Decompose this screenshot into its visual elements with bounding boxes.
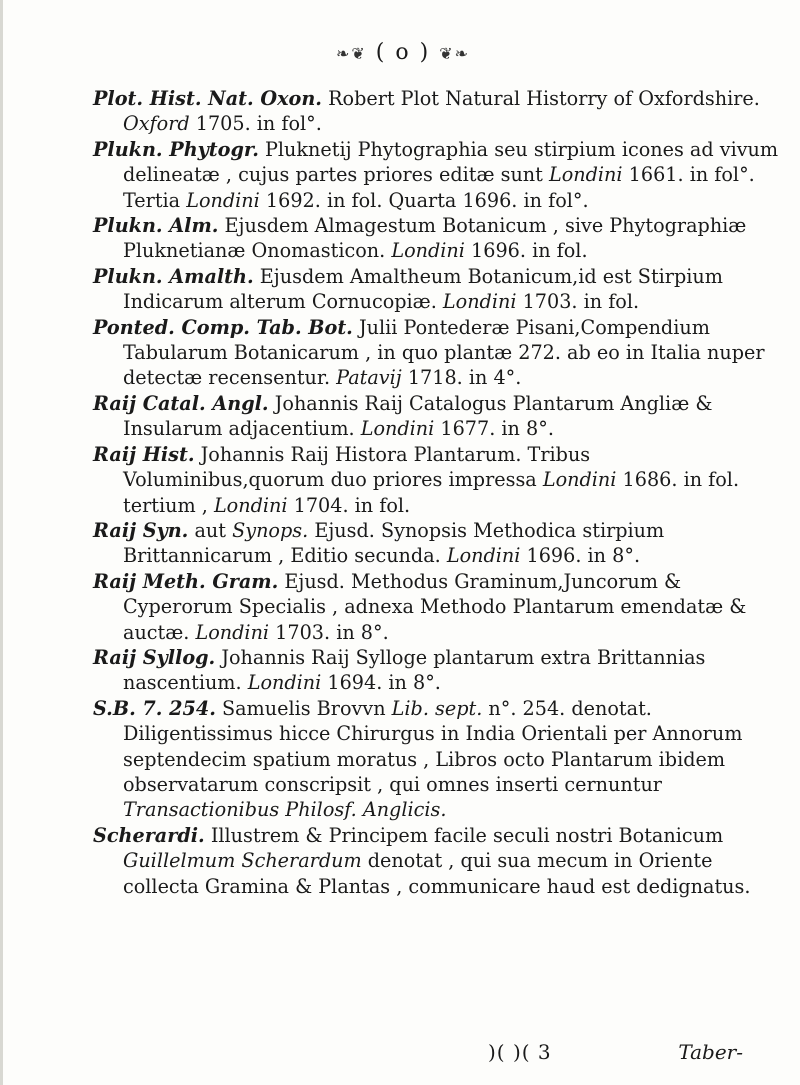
entry-text: 1692. in fol. Quarta 1696. in fol°. xyxy=(259,188,589,212)
ornament-right: ❦❧ xyxy=(439,44,471,63)
bibliography-entry xyxy=(93,391,783,442)
entry-text: n°. 254. denotat. Diligentissimus hicce Chirurgus in India Orientali per Annorum septendecim spatium moratus , Libros octo Plantarum ibidem observatarum conscripsit , qui omnes inserti cernuntur xyxy=(123,696,743,796)
entry-italic-text: Londini xyxy=(247,671,322,695)
entry-italic-text: Londini xyxy=(186,188,260,212)
entry-text: Illustrem & Principem facile seculi nostri Botanicum xyxy=(204,823,724,847)
entry-abbreviation: Raij Hist. xyxy=(93,442,195,466)
entry-text: 1696. in 8°. xyxy=(520,544,641,568)
entry-italic-text: Londini xyxy=(195,620,270,644)
entry-italic-text: Guillelmum Scherardum xyxy=(123,849,362,873)
entry-text: Ejusdem Amaltheum Botanicum,id est Stirpium Indicarum alterum Cornucopiæ. xyxy=(123,264,723,314)
entry-text: Pluknetij Phytographia seu stirpium icones ad vivum delineatæ , cujus partes priores editæ sunt xyxy=(123,137,779,187)
entry-abbreviation: Plot. Hist. Nat. Oxon. xyxy=(93,87,322,110)
entry-text: 1661. in fol°. Tertia xyxy=(123,163,755,212)
entry-text: Johannis Raij Catalogus Plantarum Angliæ & Insularum adjacentium. xyxy=(123,391,713,441)
bibliography-entry xyxy=(93,696,783,823)
entry-text: Samuelis Brovvn xyxy=(215,696,392,720)
bibliography-entry xyxy=(93,442,783,518)
page-header xyxy=(3,40,800,65)
entry-italic-text: Londini xyxy=(360,417,435,441)
bibliography-list xyxy=(93,86,783,899)
entry-text: denotat , qui sua mecum in Oriente collecta Gramina & Plantas , communicare haud est dedignatus. xyxy=(123,849,751,898)
entry-text: 1696. in fol. xyxy=(464,239,588,263)
entry-text: 1705. in fol°. xyxy=(189,112,322,136)
entry-text: 1704. in fol. xyxy=(287,493,411,517)
entry-italic-text: Londini xyxy=(391,239,465,263)
entry-italic-text: Patavij xyxy=(336,366,402,390)
entry-text: Johannis Raij Histora Plantarum. Tribus Voluminibus,quorum duo priores impressa xyxy=(123,442,591,492)
entry-italic-text: Lib. sept. xyxy=(391,696,483,720)
bibliography-entry xyxy=(93,264,783,315)
entry-italic-text: Transactionibus Philosf. Anglicis. xyxy=(123,798,447,822)
entry-text: Ejusd. Methodus Graminum,Juncorum & Cyperorum Specialis , adnexa Methodo Plantarum emendatæ & auctæ. xyxy=(123,569,747,644)
entry-text: Robert Plot Natural Historry of Oxfordshire. xyxy=(321,87,760,110)
entry-text: 1677. in 8°. xyxy=(434,417,554,441)
entry-text: Ejusdem Almagestum Botanicum , sive Phytographiæ Pluknetianæ Onomasticon. xyxy=(123,214,747,263)
entry-italic-text: Londini xyxy=(548,163,623,187)
bibliography-entry xyxy=(93,213,783,264)
entry-text: 1686. in fol. tertium , xyxy=(123,468,740,517)
entry-abbreviation: S.B. 7. 254. xyxy=(93,696,216,720)
entry-text: Julii Pontederæ Pisani,Compendium Tabularum Botanicarum , in quo plantæ 272. ab eo in Italia nuper detectæ recensentur. xyxy=(123,315,765,390)
ornament-left: ❧❦ xyxy=(335,44,367,63)
entry-text: aut xyxy=(188,518,233,542)
entry-abbreviation: Scherardi. xyxy=(93,823,205,847)
bibliography-entry xyxy=(93,86,783,137)
entry-text: Johannis Raij Sylloge plantarum extra Brittannias nascentium. xyxy=(123,645,706,695)
entry-abbreviation: Raij Syllog. xyxy=(93,645,216,669)
entry-italic-text: Synops. xyxy=(232,518,309,542)
bibliography-entry xyxy=(93,569,783,645)
signature-mark: )( )( 3 xyxy=(488,1040,552,1064)
page-number: ( o ) xyxy=(375,40,431,65)
entry-text: 1694. in 8°. xyxy=(321,671,441,695)
entry-text: 1718. in 4°. xyxy=(401,366,522,390)
entry-text: Ejusd. Synopsis Methodica stirpium Brittannicarum , Editio secunda. xyxy=(123,518,665,568)
bibliography-entry xyxy=(93,315,783,391)
entry-text: 1703. in fol. xyxy=(516,290,640,314)
entry-abbreviation: Raij Syn. xyxy=(93,518,189,542)
entry-abbreviation: Raij Meth. Gram. xyxy=(93,569,279,593)
entry-italic-text: Oxford xyxy=(123,112,190,136)
entry-abbreviation: Plukn. Alm. xyxy=(93,214,219,238)
bibliography-entry xyxy=(93,518,783,569)
entry-text: 1703. in 8°. xyxy=(269,620,389,644)
bibliography-entry xyxy=(93,823,783,899)
entry-italic-text: Londini xyxy=(446,544,521,568)
entry-abbreviation: Plukn. Amalth. xyxy=(93,264,254,288)
entry-abbreviation: Plukn. Phytogr. xyxy=(93,137,259,161)
page-footer xyxy=(93,1040,783,1070)
entry-italic-text: Londini xyxy=(213,493,288,517)
entry-abbreviation: Raij Catal. Angl. xyxy=(93,391,269,415)
bibliography-entry xyxy=(93,645,783,696)
entry-italic-text: Londini xyxy=(442,290,517,314)
catchword: Taber- xyxy=(678,1040,743,1064)
entry-italic-text: Londini xyxy=(542,468,617,492)
bibliography-entry xyxy=(93,137,783,213)
entry-abbreviation: Ponted. Comp. Tab. Bot. xyxy=(93,315,353,339)
